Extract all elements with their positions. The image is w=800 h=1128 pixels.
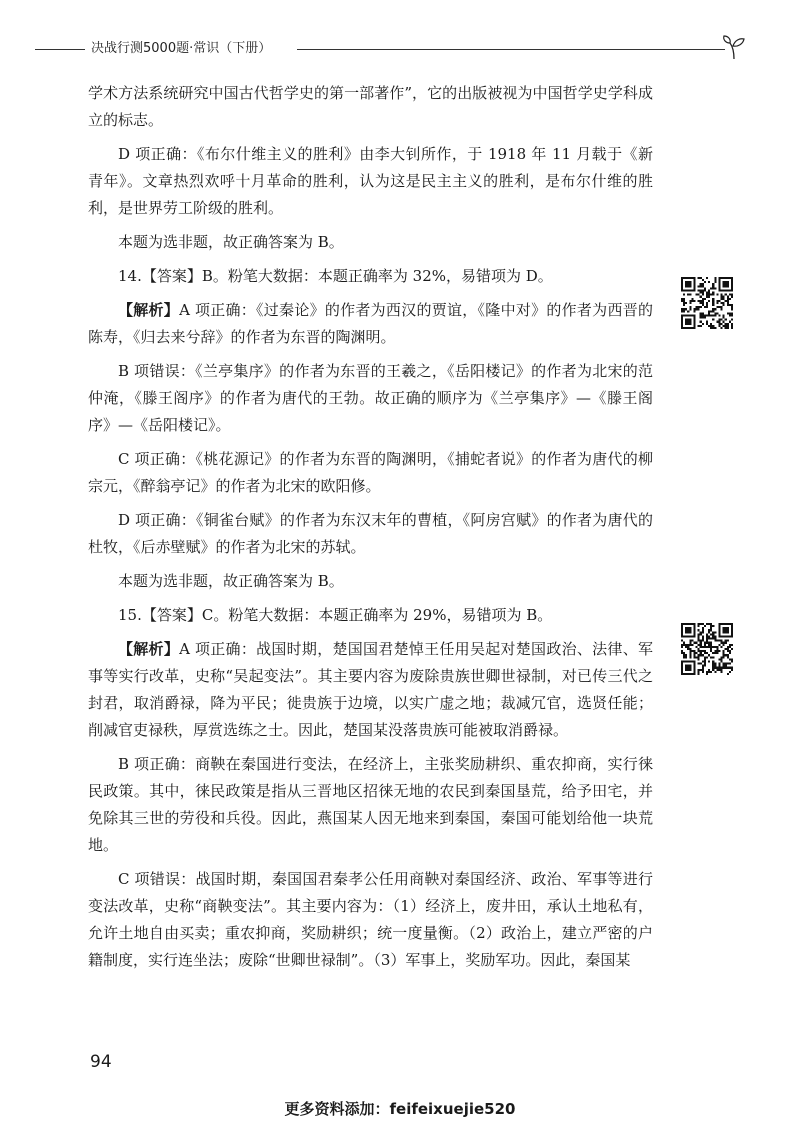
analysis-15-c: C 项错误：战国时期，秦国国君秦孝公任用商鞅对秦国经济、政治、军事等进行变法改革，史称“商鞅变法”。其主要内容为：（1）经济上，废井田，承认土地私有，允许土地自由买卖；重农抑商，奖励耕织；统一度量衡。（2）政治上，建立严密的户籍制度，实行连坐法；废除“世卿世禄制”。（3）军事上，奖励军功。因此，秦国某 [88, 870, 653, 969]
page-number: 94 [90, 1052, 112, 1072]
analysis-15-a: 【解析】A 项正确：战国时期，楚国国君楚悼王任用吴起对楚国政治、法律、军事等实行改革，史称“吴起变法”。其主要内容为废除贵族世卿世禄制，对已传三代之封君，取消爵禄，降为平民；徙贵族于边境，以实广虚之地；裁减冗官，选贤任能；削减官吏禄秩，厚赏选练之士。因此，楚国某没落贵族可能被取消爵禄。 [88, 640, 653, 739]
analysis-14-d: D 项正确：《铜雀台赋》的作者为东汉末年的曹植，《阿房宫赋》的作者为唐代的杜牧，《后赤壁赋》的作者为北宋的苏轼。 [88, 511, 653, 556]
analysis-14-a: 【解析】A 项正确：《过秦论》的作者为西汉的贾谊，《隆中对》的作者为西晋的陈寿，《归去来兮辞》的作者为东晋的陶渊明。 [88, 301, 653, 346]
header-rule-left [35, 49, 85, 50]
answer-15: 15.【答案】C。粉笔大数据：本题正确率为 29%，易错项为 B。 [118, 606, 553, 624]
header-rule-right [297, 49, 725, 50]
qr-code-icon[interactable] [681, 277, 733, 329]
paragraph: 本题为选非题，故正确答案为 B。 [118, 572, 344, 590]
qr-code-icon[interactable] [681, 623, 733, 675]
leaf-sprout-icon [721, 34, 747, 60]
paragraph: 学术方法系统研究中国古代哲学史的第一部著作”，它的出版被视为中国哲学史学科成立的标志。 [88, 84, 653, 129]
answer-14: 14.【答案】B。粉笔大数据：本题正确率为 32%，易错项为 D。 [118, 267, 553, 285]
paragraph: D 项正确：《布尔什维主义的胜利》由李大钊所作，于 1918 年 11 月载于《新青年》。文章热烈欢呼十月革命的胜利，认为这是民主主义的胜利，是布尔什维的胜利，是世界劳工阶级的胜利。 [88, 145, 653, 217]
footer-note: 更多资料添加：feifeixuejie520 [284, 1100, 516, 1118]
analysis-14-c: C 项正确：《桃花源记》的作者为东晋的陶渊明，《捕蛇者说》的作者为唐代的柳宗元，《醉翁亭记》的作者为北宋的欧阳修。 [88, 450, 653, 495]
book-title: 决战行测5000题·常识（下册） [91, 41, 272, 56]
analysis-14-b: B 项错误：《兰亭集序》的作者为东晋的王羲之，《岳阳楼记》的作者为北宋的范仲淹，《滕王阁序》的作者为唐代的王勃。故正确的顺序为《兰亭集序》—《滕王阁序》—《岳阳楼记》。 [88, 362, 653, 434]
paragraph: 本题为选非题，故正确答案为 B。 [118, 233, 344, 251]
page-body [88, 80, 653, 981]
analysis-15-b: B 项正确：商鞅在秦国进行变法，在经济上，主张奖励耕织、重农抑商，实行徕民政策。其中，徕民政策是指从三晋地区招徕无地的农民到秦国垦荒，给予田宅，并免除其三世的劳役和兵役。因此，燕国某人因无地来到秦国，秦国可能划给他一块荒地。 [88, 755, 653, 854]
page-header [35, 38, 735, 60]
